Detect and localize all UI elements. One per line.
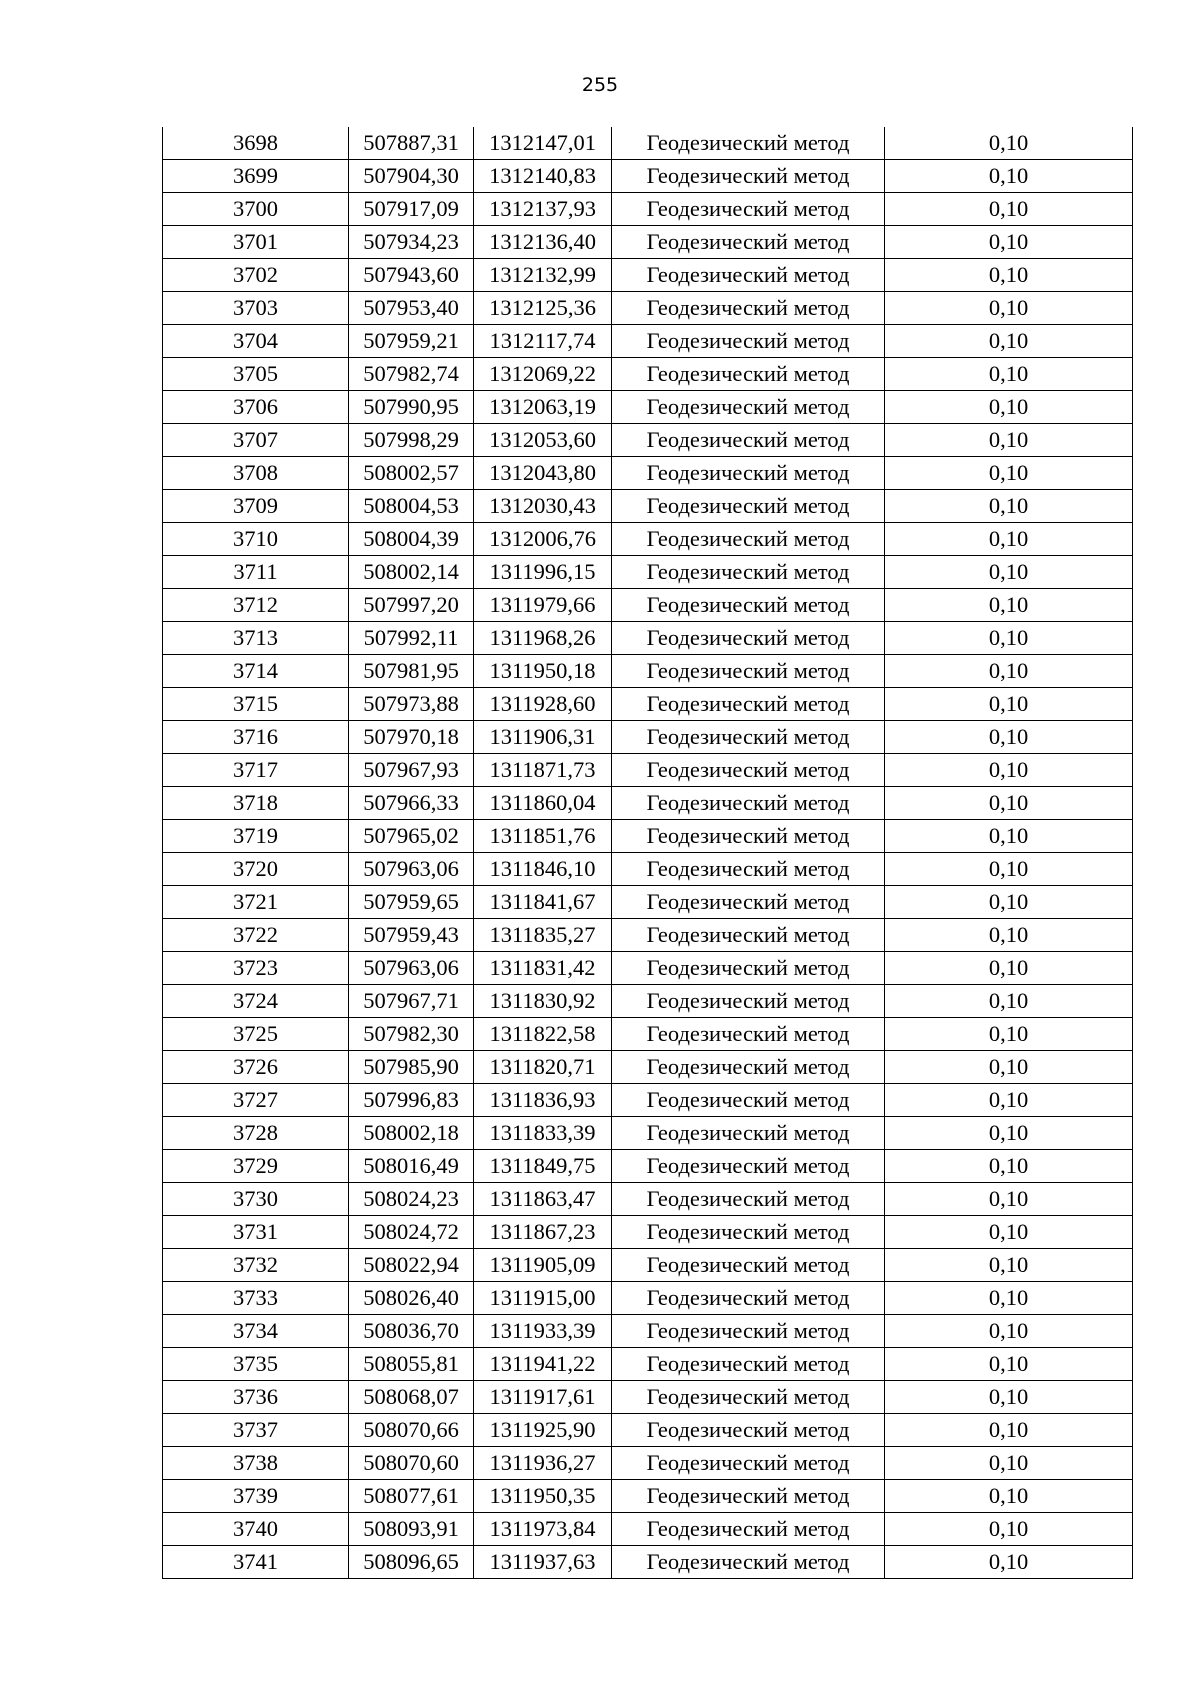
x-coordinate-cell: 507985,90 [349,1051,474,1084]
x-coordinate-cell: 507998,29 [349,424,474,457]
accuracy-cell: 0,10 [885,1249,1133,1282]
method-cell: Геодезический метод [612,1282,885,1315]
x-coordinate-cell: 508070,66 [349,1414,474,1447]
point-number-cell: 3719 [163,820,349,853]
table-row [163,1315,1133,1348]
y-coordinate-cell: 1311835,27 [474,919,612,952]
y-coordinate-cell: 1311996,15 [474,556,612,589]
y-coordinate-cell: 1311860,04 [474,787,612,820]
accuracy-cell: 0,10 [885,523,1133,556]
point-number-cell: 3704 [163,325,349,358]
x-coordinate-cell: 507967,93 [349,754,474,787]
y-coordinate-cell: 1311933,39 [474,1315,612,1348]
method-cell: Геодезический метод [612,1183,885,1216]
accuracy-cell: 0,10 [885,391,1133,424]
x-coordinate-cell: 508016,49 [349,1150,474,1183]
table-row [163,1447,1133,1480]
y-coordinate-cell: 1312125,36 [474,292,612,325]
table-row [163,721,1133,754]
point-number-cell: 3733 [163,1282,349,1315]
method-cell: Геодезический метод [612,985,885,1018]
x-coordinate-cell: 508055,81 [349,1348,474,1381]
x-coordinate-cell: 507966,33 [349,787,474,820]
table-row [163,820,1133,853]
accuracy-cell: 0,10 [885,1018,1133,1051]
y-coordinate-cell: 1312053,60 [474,424,612,457]
accuracy-cell: 0,10 [885,1150,1133,1183]
method-cell: Геодезический метод [612,1018,885,1051]
y-coordinate-cell: 1312043,80 [474,457,612,490]
accuracy-cell: 0,10 [885,424,1133,457]
point-number-cell: 3737 [163,1414,349,1447]
x-coordinate-cell: 507992,11 [349,622,474,655]
y-coordinate-cell: 1311851,76 [474,820,612,853]
x-coordinate-cell: 508070,60 [349,1447,474,1480]
y-coordinate-cell: 1311867,23 [474,1216,612,1249]
x-coordinate-cell: 508026,40 [349,1282,474,1315]
accuracy-cell: 0,10 [885,1051,1133,1084]
point-number-cell: 3698 [163,127,349,160]
point-number-cell: 3731 [163,1216,349,1249]
table-row [163,853,1133,886]
table-row [163,1480,1133,1513]
y-coordinate-cell: 1312006,76 [474,523,612,556]
accuracy-cell: 0,10 [885,127,1133,160]
accuracy-cell: 0,10 [885,787,1133,820]
method-cell: Геодезический метод [612,1480,885,1513]
x-coordinate-cell: 508022,94 [349,1249,474,1282]
y-coordinate-cell: 1311968,26 [474,622,612,655]
method-cell: Геодезический метод [612,952,885,985]
y-coordinate-cell: 1311831,42 [474,952,612,985]
table-row [163,787,1133,820]
table-row [163,1513,1133,1546]
table-row [163,655,1133,688]
y-coordinate-cell: 1311973,84 [474,1513,612,1546]
point-number-cell: 3729 [163,1150,349,1183]
point-number-cell: 3722 [163,919,349,952]
point-number-cell: 3706 [163,391,349,424]
table-row [163,226,1133,259]
method-cell: Геодезический метод [612,1249,885,1282]
method-cell: Геодезический метод [612,1216,885,1249]
table-row [163,358,1133,391]
method-cell: Геодезический метод [612,325,885,358]
x-coordinate-cell: 507904,30 [349,160,474,193]
point-number-cell: 3741 [163,1546,349,1579]
accuracy-cell: 0,10 [885,1315,1133,1348]
point-number-cell: 3710 [163,523,349,556]
point-number-cell: 3699 [163,160,349,193]
table-row [163,1546,1133,1579]
y-coordinate-cell: 1311820,71 [474,1051,612,1084]
x-coordinate-cell: 508024,23 [349,1183,474,1216]
x-coordinate-cell: 508068,07 [349,1381,474,1414]
method-cell: Геодезический метод [612,160,885,193]
method-cell: Геодезический метод [612,1348,885,1381]
point-number-cell: 3703 [163,292,349,325]
y-coordinate-cell: 1311917,61 [474,1381,612,1414]
method-cell: Геодезический метод [612,1051,885,1084]
point-number-cell: 3735 [163,1348,349,1381]
table-row [163,1282,1133,1315]
y-coordinate-cell: 1312137,93 [474,193,612,226]
table-row [163,160,1133,193]
accuracy-cell: 0,10 [885,226,1133,259]
table-row [163,1150,1133,1183]
point-number-cell: 3727 [163,1084,349,1117]
method-cell: Геодезический метод [612,1414,885,1447]
accuracy-cell: 0,10 [885,688,1133,721]
x-coordinate-cell: 508004,53 [349,490,474,523]
x-coordinate-cell: 507943,60 [349,259,474,292]
point-number-cell: 3732 [163,1249,349,1282]
x-coordinate-cell: 507953,40 [349,292,474,325]
accuracy-cell: 0,10 [885,1447,1133,1480]
y-coordinate-cell: 1311905,09 [474,1249,612,1282]
accuracy-cell: 0,10 [885,259,1133,292]
accuracy-cell: 0,10 [885,952,1133,985]
point-number-cell: 3709 [163,490,349,523]
coordinates-table-body [163,127,1133,1579]
method-cell: Геодезический метод [612,1381,885,1414]
point-number-cell: 3718 [163,787,349,820]
method-cell: Геодезический метод [612,853,885,886]
x-coordinate-cell: 507934,23 [349,226,474,259]
accuracy-cell: 0,10 [885,1348,1133,1381]
method-cell: Геодезический метод [612,292,885,325]
y-coordinate-cell: 1312117,74 [474,325,612,358]
method-cell: Геодезический метод [612,1315,885,1348]
method-cell: Геодезический метод [612,457,885,490]
y-coordinate-cell: 1311928,60 [474,688,612,721]
table-row [163,1216,1133,1249]
x-coordinate-cell: 508077,61 [349,1480,474,1513]
table-row [163,985,1133,1018]
point-number-cell: 3717 [163,754,349,787]
accuracy-cell: 0,10 [885,358,1133,391]
table-row [163,754,1133,787]
table-row [163,1051,1133,1084]
table-row [163,556,1133,589]
x-coordinate-cell: 507967,71 [349,985,474,1018]
y-coordinate-cell: 1312147,01 [474,127,612,160]
point-number-cell: 3736 [163,1381,349,1414]
y-coordinate-cell: 1312140,83 [474,160,612,193]
x-coordinate-cell: 507965,02 [349,820,474,853]
method-cell: Геодезический метод [612,1546,885,1579]
x-coordinate-cell: 507917,09 [349,193,474,226]
table-row [163,622,1133,655]
point-number-cell: 3726 [163,1051,349,1084]
table-row [163,325,1133,358]
y-coordinate-cell: 1312030,43 [474,490,612,523]
y-coordinate-cell: 1312132,99 [474,259,612,292]
point-number-cell: 3725 [163,1018,349,1051]
y-coordinate-cell: 1311950,35 [474,1480,612,1513]
point-number-cell: 3702 [163,259,349,292]
accuracy-cell: 0,10 [885,1282,1133,1315]
point-number-cell: 3723 [163,952,349,985]
accuracy-cell: 0,10 [885,1183,1133,1216]
y-coordinate-cell: 1311979,66 [474,589,612,622]
y-coordinate-cell: 1311950,18 [474,655,612,688]
point-number-cell: 3708 [163,457,349,490]
y-coordinate-cell: 1311871,73 [474,754,612,787]
method-cell: Геодезический метод [612,721,885,754]
table-row [163,193,1133,226]
method-cell: Геодезический метод [612,259,885,292]
table-row [163,886,1133,919]
table-row [163,919,1133,952]
accuracy-cell: 0,10 [885,1513,1133,1546]
method-cell: Геодезический метод [612,226,885,259]
x-coordinate-cell: 507970,18 [349,721,474,754]
method-cell: Геодезический метод [612,886,885,919]
method-cell: Геодезический метод [612,1150,885,1183]
accuracy-cell: 0,10 [885,193,1133,226]
accuracy-cell: 0,10 [885,820,1133,853]
accuracy-cell: 0,10 [885,490,1133,523]
y-coordinate-cell: 1311863,47 [474,1183,612,1216]
y-coordinate-cell: 1311849,75 [474,1150,612,1183]
point-number-cell: 3738 [163,1447,349,1480]
y-coordinate-cell: 1312069,22 [474,358,612,391]
method-cell: Геодезический метод [612,391,885,424]
point-number-cell: 3739 [163,1480,349,1513]
method-cell: Геодезический метод [612,424,885,457]
page-number: 255 [581,74,619,96]
accuracy-cell: 0,10 [885,160,1133,193]
method-cell: Геодезический метод [612,754,885,787]
table-row [163,1084,1133,1117]
method-cell: Геодезический метод [612,1513,885,1546]
y-coordinate-cell: 1311915,00 [474,1282,612,1315]
point-number-cell: 3705 [163,358,349,391]
y-coordinate-cell: 1311936,27 [474,1447,612,1480]
coordinates-table [162,127,1133,1579]
x-coordinate-cell: 508036,70 [349,1315,474,1348]
table-row [163,1381,1133,1414]
x-coordinate-cell: 508024,72 [349,1216,474,1249]
method-cell: Геодезический метод [612,589,885,622]
point-number-cell: 3700 [163,193,349,226]
method-cell: Геодезический метод [612,523,885,556]
accuracy-cell: 0,10 [885,1381,1133,1414]
table-row [163,1183,1133,1216]
x-coordinate-cell: 507959,43 [349,919,474,952]
y-coordinate-cell: 1311937,63 [474,1546,612,1579]
table-row [163,490,1133,523]
x-coordinate-cell: 508002,14 [349,556,474,589]
accuracy-cell: 0,10 [885,754,1133,787]
method-cell: Геодезический метод [612,622,885,655]
method-cell: Геодезический метод [612,688,885,721]
table-row [163,292,1133,325]
x-coordinate-cell: 507959,65 [349,886,474,919]
method-cell: Геодезический метод [612,655,885,688]
x-coordinate-cell: 507963,06 [349,853,474,886]
point-number-cell: 3730 [163,1183,349,1216]
accuracy-cell: 0,10 [885,1480,1133,1513]
method-cell: Геодезический метод [612,1117,885,1150]
x-coordinate-cell: 508093,91 [349,1513,474,1546]
point-number-cell: 3740 [163,1513,349,1546]
method-cell: Геодезический метод [612,127,885,160]
point-number-cell: 3713 [163,622,349,655]
y-coordinate-cell: 1311822,58 [474,1018,612,1051]
table-row [163,127,1133,160]
x-coordinate-cell: 507997,20 [349,589,474,622]
x-coordinate-cell: 507982,74 [349,358,474,391]
accuracy-cell: 0,10 [885,919,1133,952]
point-number-cell: 3734 [163,1315,349,1348]
point-number-cell: 3715 [163,688,349,721]
table-row [163,1414,1133,1447]
accuracy-cell: 0,10 [885,325,1133,358]
method-cell: Геодезический метод [612,1447,885,1480]
accuracy-cell: 0,10 [885,622,1133,655]
y-coordinate-cell: 1311925,90 [474,1414,612,1447]
accuracy-cell: 0,10 [885,655,1133,688]
accuracy-cell: 0,10 [885,853,1133,886]
table-row [163,391,1133,424]
y-coordinate-cell: 1311830,92 [474,985,612,1018]
y-coordinate-cell: 1311836,93 [474,1084,612,1117]
accuracy-cell: 0,10 [885,589,1133,622]
table-row [163,688,1133,721]
accuracy-cell: 0,10 [885,1216,1133,1249]
accuracy-cell: 0,10 [885,1414,1133,1447]
x-coordinate-cell: 507973,88 [349,688,474,721]
x-coordinate-cell: 507959,21 [349,325,474,358]
method-cell: Геодезический метод [612,919,885,952]
point-number-cell: 3721 [163,886,349,919]
accuracy-cell: 0,10 [885,985,1133,1018]
method-cell: Геодезический метод [612,820,885,853]
y-coordinate-cell: 1311841,67 [474,886,612,919]
accuracy-cell: 0,10 [885,292,1133,325]
table-row [163,1018,1133,1051]
table-row [163,1348,1133,1381]
x-coordinate-cell: 507990,95 [349,391,474,424]
table-row [163,1249,1133,1282]
y-coordinate-cell: 1311846,10 [474,853,612,886]
table-row [163,424,1133,457]
x-coordinate-cell: 507996,83 [349,1084,474,1117]
x-coordinate-cell: 508002,18 [349,1117,474,1150]
x-coordinate-cell: 508004,39 [349,523,474,556]
x-coordinate-cell: 508002,57 [349,457,474,490]
x-coordinate-cell: 508096,65 [349,1546,474,1579]
accuracy-cell: 0,10 [885,1084,1133,1117]
point-number-cell: 3711 [163,556,349,589]
point-number-cell: 3728 [163,1117,349,1150]
point-number-cell: 3716 [163,721,349,754]
point-number-cell: 3707 [163,424,349,457]
y-coordinate-cell: 1311906,31 [474,721,612,754]
point-number-cell: 3714 [163,655,349,688]
accuracy-cell: 0,10 [885,721,1133,754]
point-number-cell: 3720 [163,853,349,886]
y-coordinate-cell: 1312063,19 [474,391,612,424]
y-coordinate-cell: 1312136,40 [474,226,612,259]
table-row [163,589,1133,622]
method-cell: Геодезический метод [612,490,885,523]
table-row [163,1117,1133,1150]
point-number-cell: 3724 [163,985,349,1018]
accuracy-cell: 0,10 [885,1546,1133,1579]
method-cell: Геодезический метод [612,787,885,820]
table-row [163,259,1133,292]
x-coordinate-cell: 507981,95 [349,655,474,688]
method-cell: Геодезический метод [612,358,885,391]
accuracy-cell: 0,10 [885,457,1133,490]
x-coordinate-cell: 507963,06 [349,952,474,985]
x-coordinate-cell: 507982,30 [349,1018,474,1051]
method-cell: Геодезический метод [612,1084,885,1117]
y-coordinate-cell: 1311941,22 [474,1348,612,1381]
table-row [163,523,1133,556]
accuracy-cell: 0,10 [885,886,1133,919]
accuracy-cell: 0,10 [885,556,1133,589]
accuracy-cell: 0,10 [885,1117,1133,1150]
point-number-cell: 3712 [163,589,349,622]
method-cell: Геодезический метод [612,556,885,589]
table-row [163,952,1133,985]
method-cell: Геодезический метод [612,193,885,226]
y-coordinate-cell: 1311833,39 [474,1117,612,1150]
x-coordinate-cell: 507887,31 [349,127,474,160]
table-row [163,457,1133,490]
point-number-cell: 3701 [163,226,349,259]
